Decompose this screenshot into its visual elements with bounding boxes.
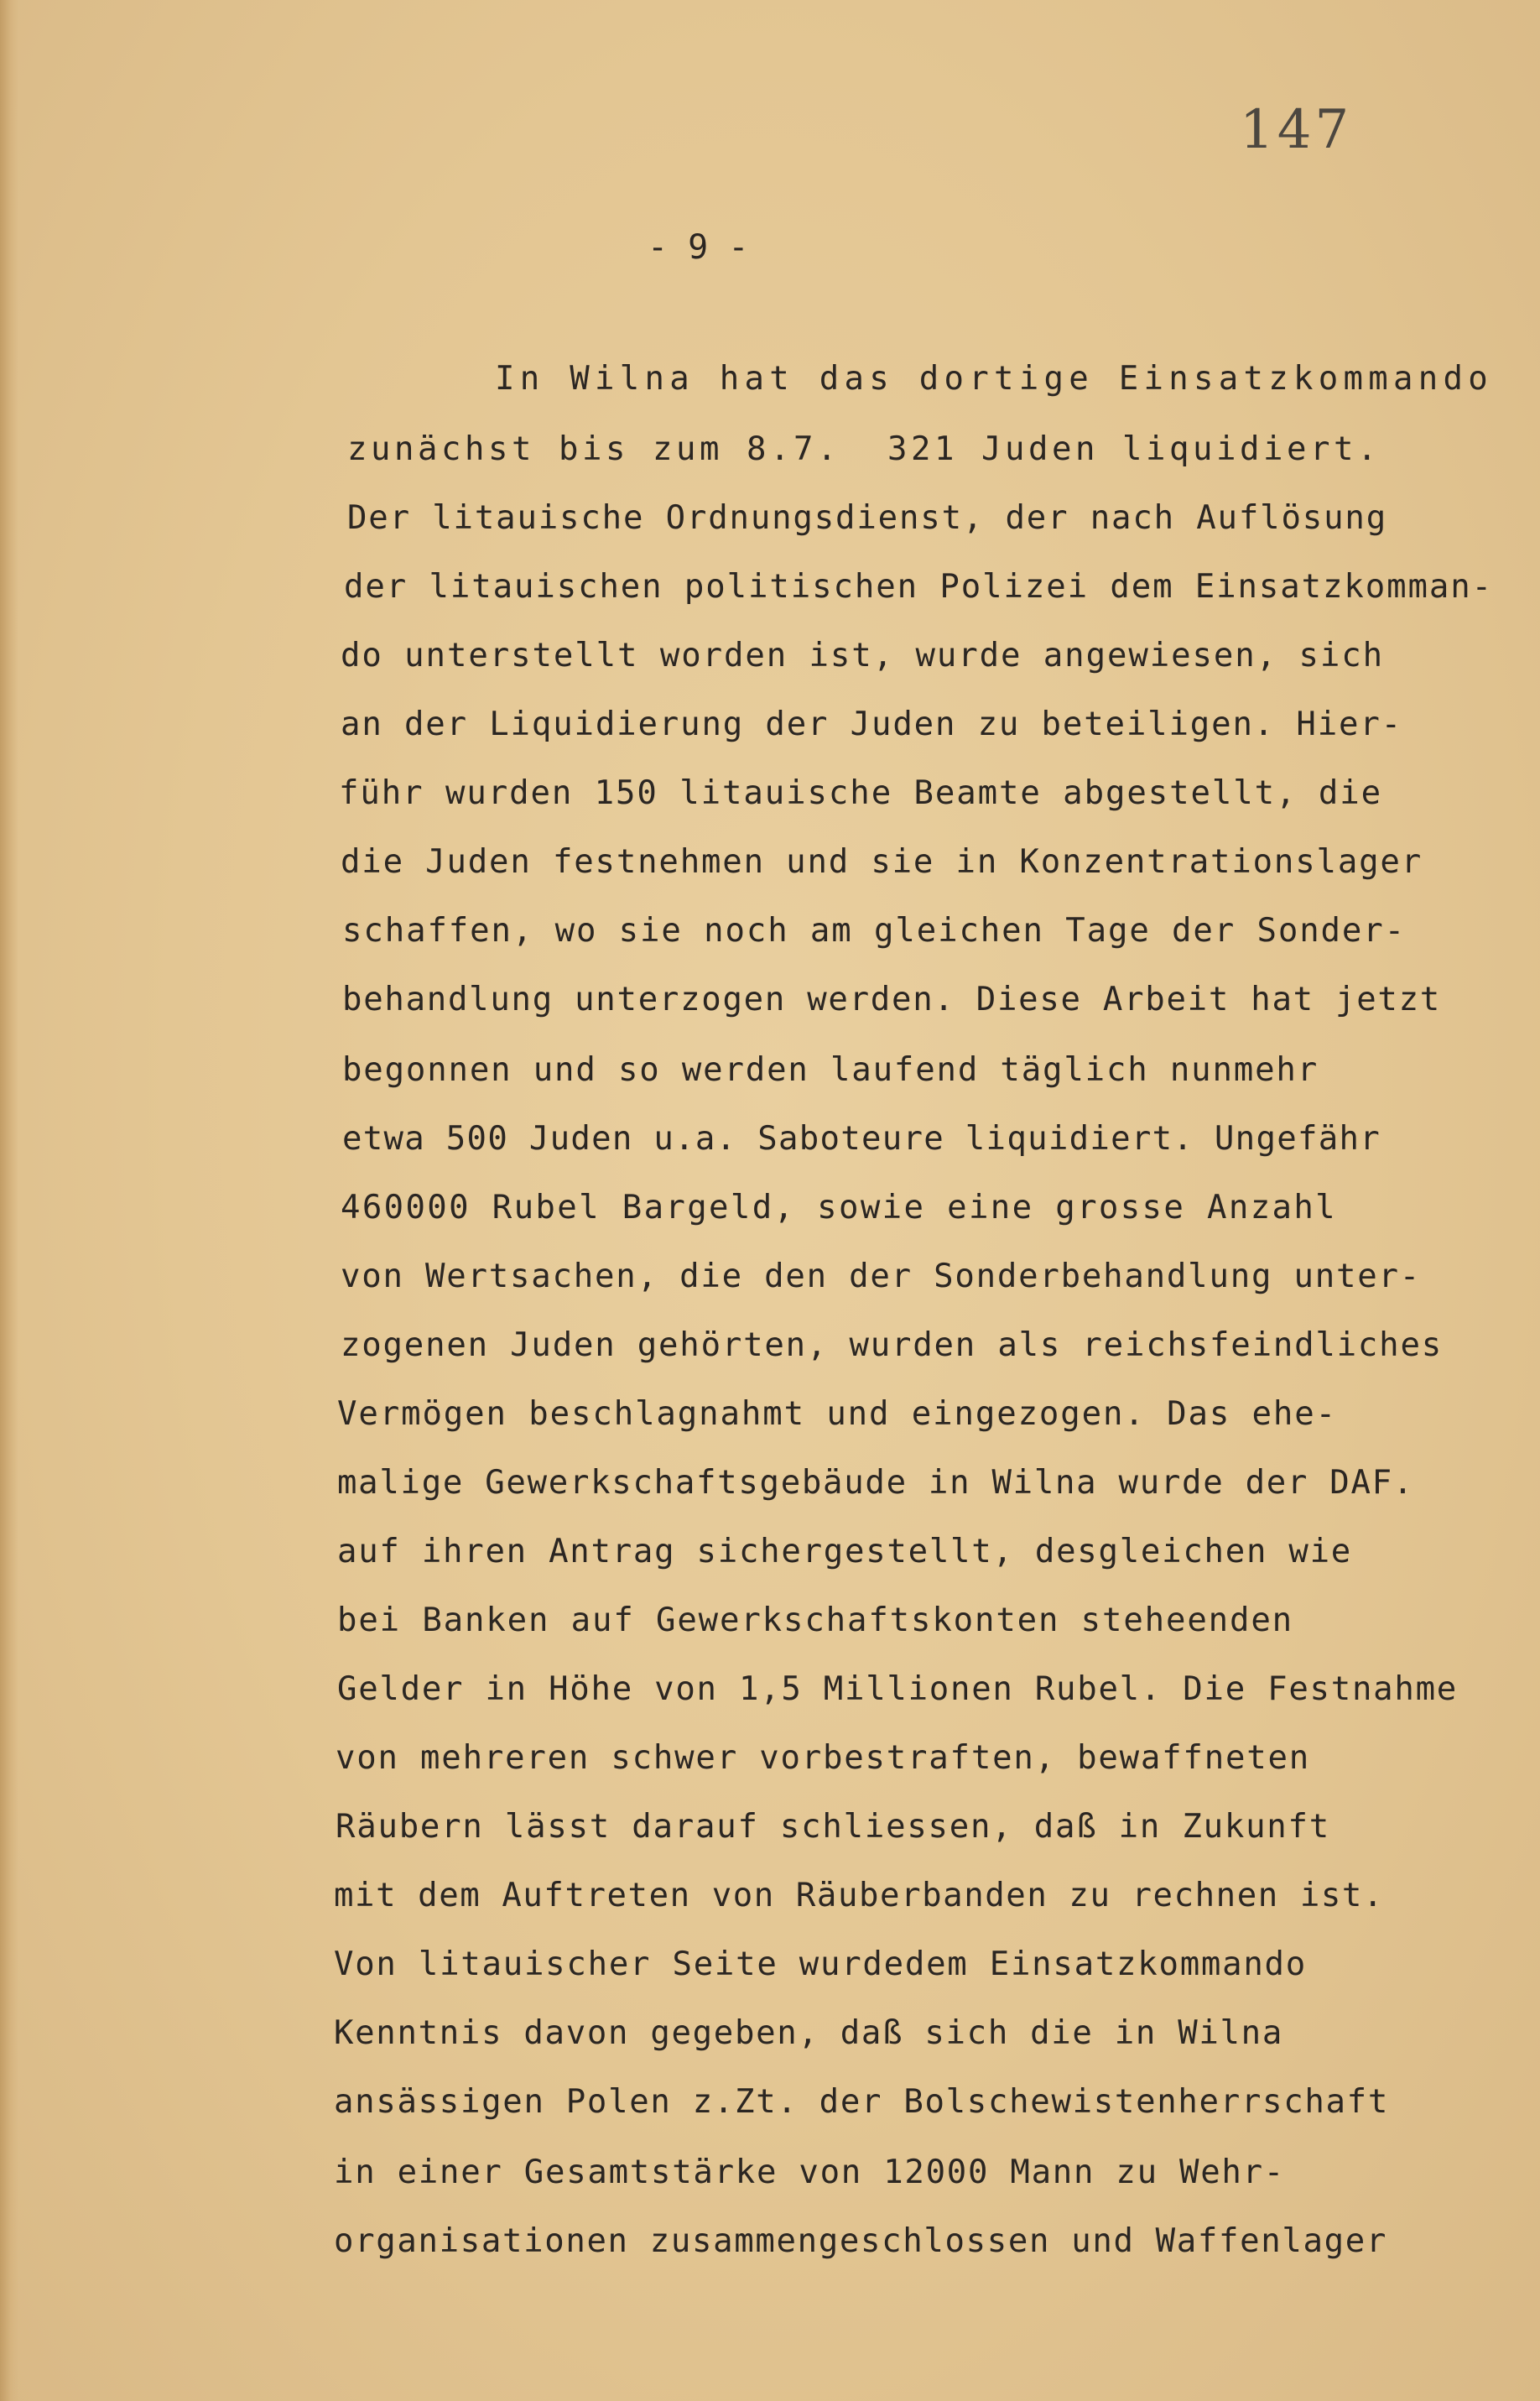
- text-line: schaffen, wo sie noch am gleichen Tage der Sonder-: [342, 912, 1406, 950]
- text-line: zunächst bis zum 8.7. 321 Juden liquidiert.: [347, 430, 1381, 468]
- text-line: die Juden festnehmen und sie in Konzentrationslager: [341, 843, 1423, 881]
- text-line: Von litauischer Seite wurdedem Einsatzkommando: [334, 1945, 1307, 1983]
- text-line: mit dem Auftreten von Räuberbanden zu rechnen ist.: [334, 1877, 1384, 1914]
- text-line: begonnen und so werden laufend täglich nunmehr: [342, 1051, 1319, 1089]
- text-line: auf ihren Antrag sichergestellt, desgleichen wie: [337, 1533, 1352, 1570]
- text-line: zogenen Juden gehörten, wurden als reichsfeindliches: [341, 1326, 1443, 1364]
- text-line: führ wurden 150 litauische Beamte abgestellt, die: [339, 774, 1382, 812]
- text-line: In Wilna hat das dortige Einsatzkommando: [495, 360, 1493, 398]
- text-line: etwa 500 Juden u.a. Saboteure liquidiert. Ungefähr: [342, 1120, 1381, 1158]
- text-line: von mehreren schwer vorbestraften, bewaffneten: [336, 1739, 1310, 1777]
- text-line: ansässigen Polen z.Zt. der Bolschewistenherrschaft: [334, 2083, 1389, 2121]
- archive-page-number: 147: [1240, 99, 1353, 161]
- text-line: 460000 Rubel Bargeld, sowie eine grosse Anzahl: [341, 1189, 1337, 1227]
- text-line: Räubern lässt darauf schliessen, daß in Zukunft: [336, 1808, 1330, 1846]
- text-line: in einer Gesamtstärke von 12000 Mann zu Wehr-: [334, 2154, 1285, 2191]
- text-line: Der litauische Ordnungsdienst, der nach Auflösung: [347, 499, 1387, 537]
- text-line: organisationen zusammengeschlossen und Waffenlager: [334, 2222, 1387, 2260]
- text-line: bei Banken auf Gewerkschaftskonten steheenden: [337, 1602, 1293, 1639]
- text-line: an der Liquidierung der Juden zu beteiligen. Hier-: [341, 706, 1402, 743]
- text-line: do unterstellt worden ist, wurde angewiesen, sich: [341, 637, 1384, 674]
- text-line: malige Gewerkschaftsgebäude in Wilna wurde der DAF.: [337, 1464, 1414, 1502]
- text-line: behandlung unterzogen werden. Diese Arbeit hat jetzt: [342, 981, 1441, 1018]
- text-line: Kenntnis davon gegeben, daß sich die in Wilna: [334, 2014, 1283, 2052]
- page-number: - 9 -: [648, 228, 749, 267]
- text-line: der litauischen politischen Polizei dem Einsatzkomman-: [344, 568, 1493, 606]
- text-line: Vermögen beschlagnahmt und eingezogen. Das ehe-: [337, 1395, 1337, 1433]
- text-line: von Wertsachen, die den der Sonderbehandlung unter-: [341, 1258, 1421, 1295]
- text-line: Gelder in Höhe von 1,5 Millionen Rubel. Die Festnahme: [337, 1670, 1458, 1708]
